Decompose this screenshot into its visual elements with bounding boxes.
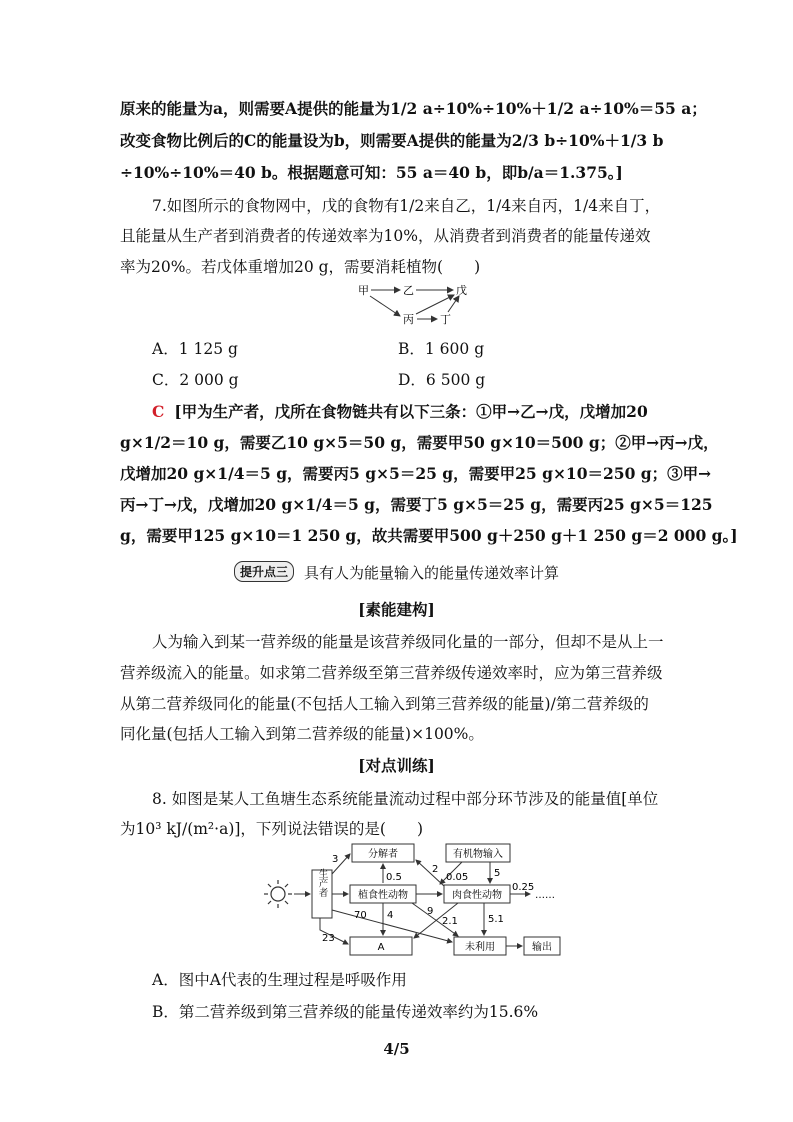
- q8-stem-line-1: 8. 如图是某人工鱼塘生态系统能量流动过程中部分环节涉及的能量值[单位: [152, 790, 659, 808]
- value-2: 2: [432, 864, 439, 875]
- energy-flow-diagram: [262, 838, 572, 960]
- node-output-label: 输出: [532, 942, 552, 953]
- q7-explanation-line-1: [152, 400, 648, 422]
- value-0-25: 0.25: [512, 882, 535, 893]
- q7-explanation-text: [甲为生产者，戊所在食物链共有以下三条：①甲→乙→戊，戊增加20: [174, 402, 648, 421]
- prev-text-line-1: 原来的能量为a，则需要A提供的能量为1/2 a÷10%÷10%＋1/2 a÷10%＝55 a；: [120, 99, 707, 118]
- value-ellipsis: ……: [535, 890, 555, 901]
- node-carnivore-label: 肉食性动物: [452, 890, 502, 901]
- q8-option-b: B．第二营养级到第三营养级的能量传递效率约为15.6%: [152, 1003, 539, 1021]
- q8-option-a: A．图中A代表的生理过程是呼吸作用: [152, 971, 407, 989]
- q7-stem-line-2: 且能量从生产者到消费者的传递效率为10%，从消费者到消费者的能量传递效: [120, 227, 651, 245]
- web-arrow: [370, 296, 400, 316]
- web-node-jia: 甲: [358, 284, 369, 297]
- prev-text-line-2: 改变食物比例后的C的能量设为b，则需要A提供的能量为2/3 b÷10%＋1/3 b: [120, 131, 664, 150]
- prev-text-line-3: ÷10%÷10%＝40 b。根据题意可知：55 a＝40 b，即b/a＝1.375。]: [120, 163, 623, 182]
- web-node-ding: 丁: [440, 313, 451, 326]
- web-node-bing: 丙: [403, 313, 414, 326]
- value-9: 9: [427, 906, 434, 917]
- page-number: 4/5: [383, 1040, 410, 1058]
- q7-option-d: D．6 500 g: [398, 371, 486, 389]
- value-23: 23: [322, 933, 335, 944]
- node-organic-input-label: 有机物输入: [453, 849, 503, 860]
- section-badge: 提升点三: [234, 561, 294, 582]
- node-decomposer-label: 分解者: [368, 849, 398, 860]
- section-para-line-3: 从第二营养级同化的能量(不包括人工输入到第三营养级的能量)/第二营养级的: [120, 695, 649, 713]
- node-unused-label: 未利用: [465, 942, 495, 953]
- q7-option-a: A．1 125 g: [152, 340, 238, 358]
- q7-option-b: B．1 600 g: [398, 340, 485, 358]
- food-web-diagram: [340, 278, 480, 328]
- value-0-5: 0.5: [386, 872, 402, 883]
- sun-icon: [264, 880, 292, 908]
- section-title: 具有人为能量输入的能量传递效率计算: [304, 564, 560, 582]
- q7-stem-line-1: 7.如图所示的食物网中，戊的食物有1/2来自乙，1/4来自丙，1/4来自丁，: [152, 197, 661, 215]
- value-3: 3: [332, 854, 339, 865]
- section-para-line-2: 营养级流入的能量。如求第二营养级至第三营养级传递效率时，应为第三营养级: [120, 664, 663, 682]
- q8-stem-line-2: 为10³ kJ/(m²·a)]，下列说法错误的是( ): [120, 820, 424, 838]
- web-node-wu: 戊: [456, 284, 467, 297]
- q7-explanation-line-4: 丙→丁→戊，戊增加20 g×1/4＝5 g，需要丁5 g×5＝25 g，需要丙25 g×5＝125: [120, 495, 713, 514]
- q7-answer: C: [152, 402, 165, 421]
- value-0-05: 0.05: [446, 872, 469, 883]
- q7-stem-line-3: 率为20%。若戊体重增加20 g，需要消耗植物( ): [120, 258, 481, 276]
- section-header: [0, 561, 793, 583]
- node-herbivore-label: 植食性动物: [358, 890, 408, 901]
- section-para-line-1: 人为输入到某一营养级的能量是该营养级同化量的一部分，但却不是从上一: [152, 633, 664, 651]
- q7-explanation-line-5: g，需要甲125 g×10＝1 250 g，故共需要甲500 g＋250 g＋1 250 g＝2 000 g。]: [120, 526, 738, 545]
- q7-explanation-line-2: g×1/2＝10 g，需要乙10 g×5＝50 g，需要甲50 g×10＝500 g；②甲→丙→戊，: [120, 433, 719, 452]
- node-a-label: A: [377, 942, 385, 953]
- web-node-yi: 乙: [403, 284, 414, 297]
- node-producer-label: 生产者: [316, 868, 328, 898]
- subheading-practice: [对点训练]: [358, 756, 435, 775]
- value-2-1: 2.1: [442, 916, 458, 927]
- web-arrow: [448, 296, 459, 312]
- section-para-line-4: 同化量(包括人工输入到第二营养级的能量)×100%。: [120, 725, 484, 743]
- value-4: 4: [387, 910, 394, 921]
- value-5: 5: [494, 868, 501, 879]
- q7-option-c: C．2 000 g: [152, 371, 239, 389]
- subheading-build: [素能建构]: [358, 600, 435, 619]
- q7-explanation-line-3: 戊增加20 g×1/4＝5 g，需要丙5 g×5＝25 g，需要甲25 g×10＝250 g；③甲→: [120, 464, 712, 483]
- value-5-1: 5.1: [488, 914, 504, 925]
- value-70: 70: [354, 910, 367, 921]
